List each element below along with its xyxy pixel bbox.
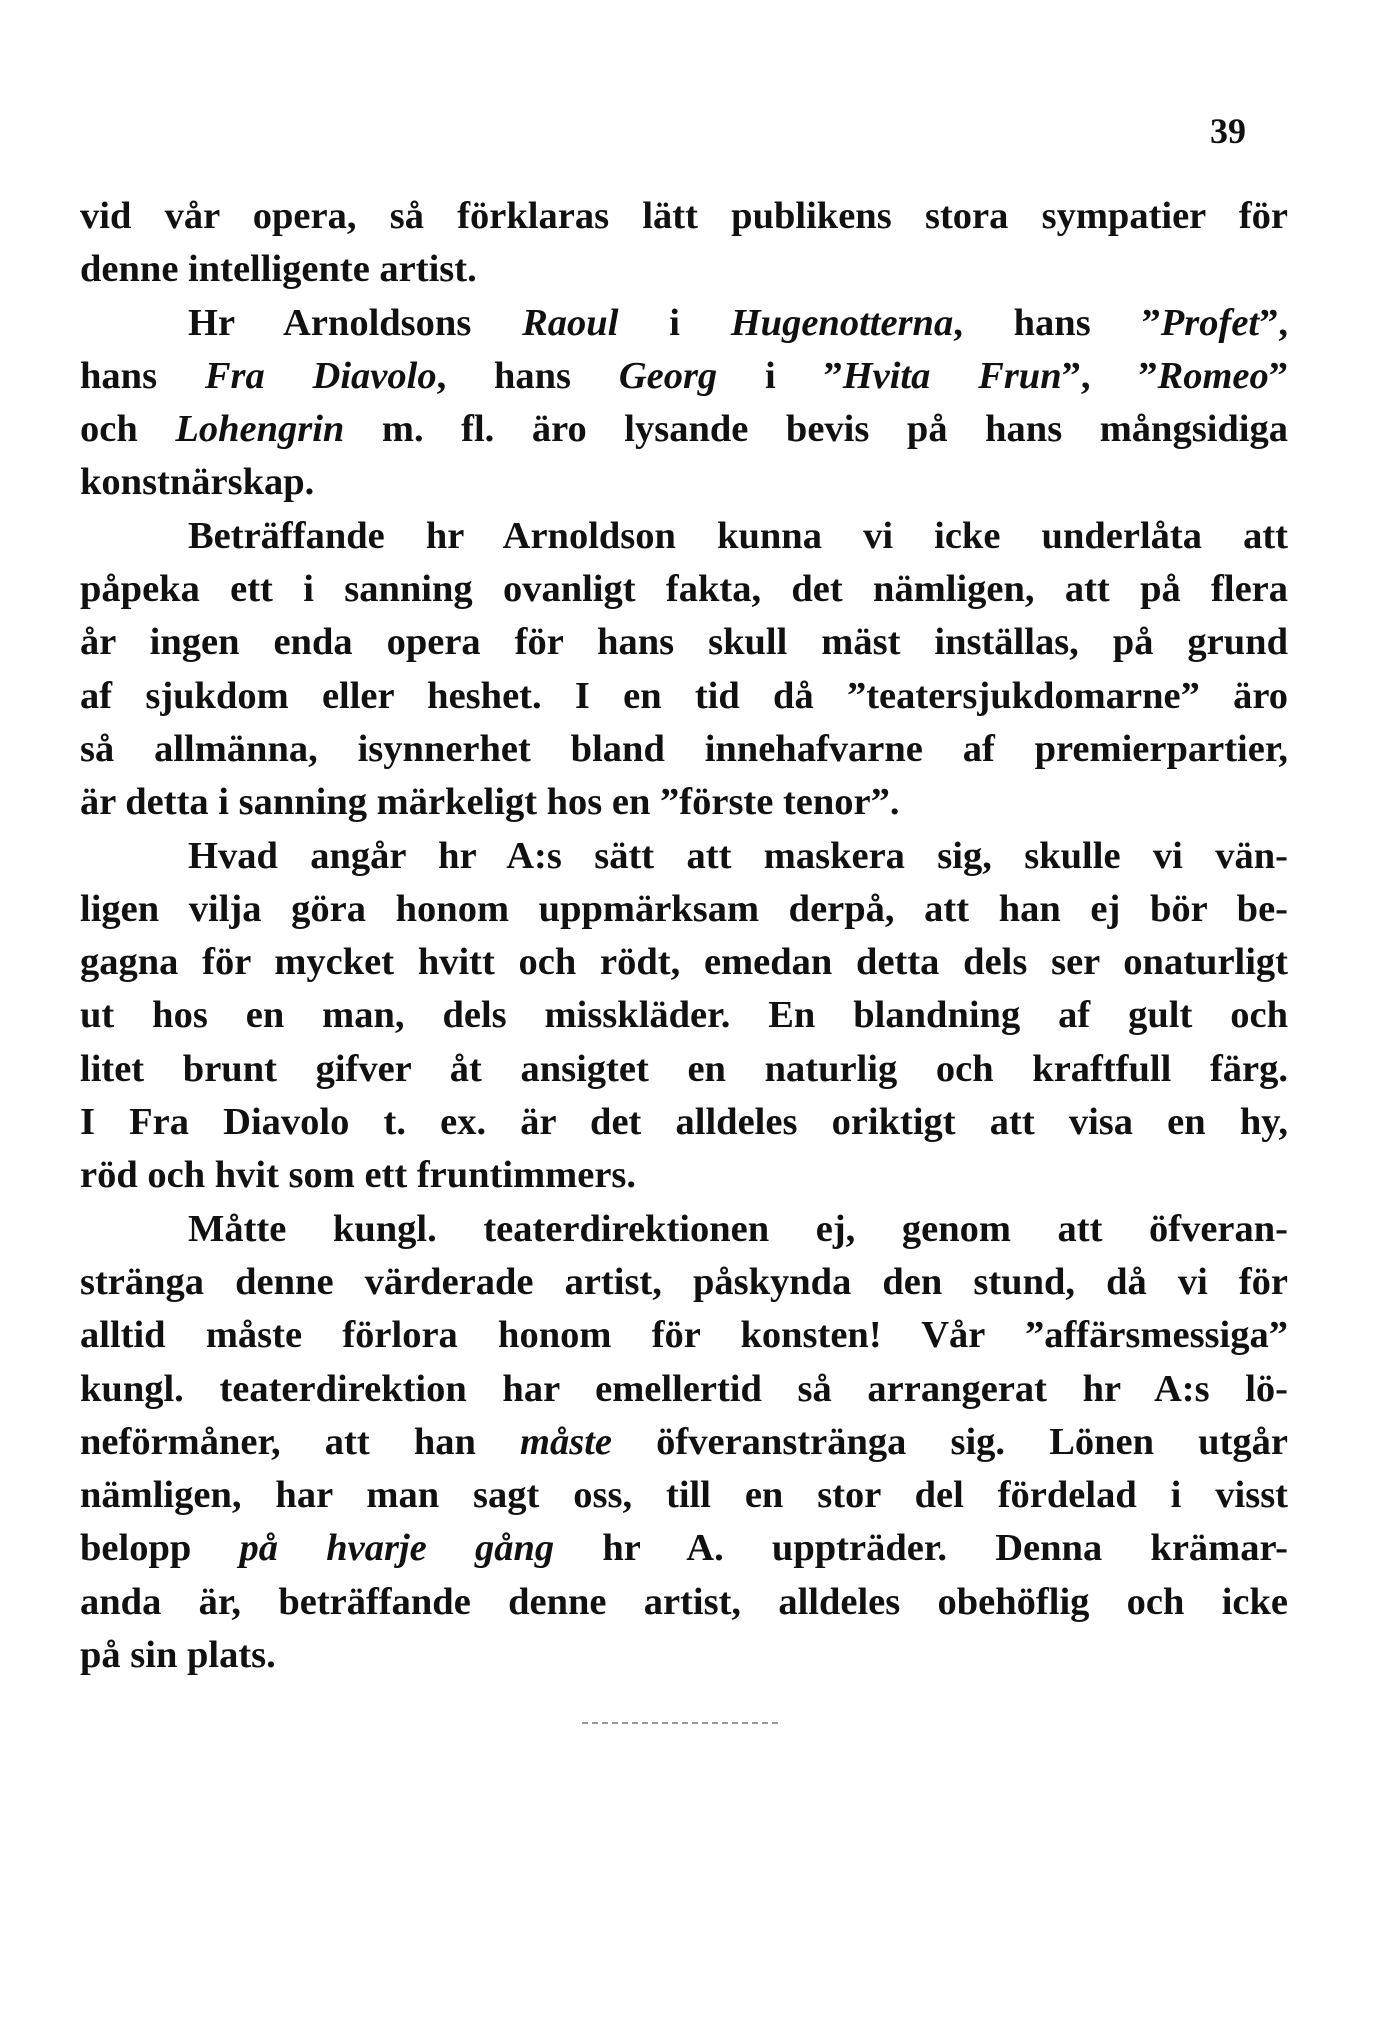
text-line	[80, 1149, 1288, 1202]
text-line	[80, 1096, 1288, 1149]
text-line	[80, 1363, 1288, 1416]
text-segment: Måtte kungl. teaterdirektionen ej, genom att öfveran-	[188, 1207, 1288, 1250]
text-segment: vid vår opera, så förklaras lätt publikens stora sympatier för	[80, 195, 1288, 237]
text-line	[80, 830, 1288, 883]
text-line	[80, 670, 1288, 723]
text-segment: m. fl. äro lysande bevis på hans mångsidiga	[344, 408, 1288, 451]
text-line	[80, 1203, 1288, 1256]
italic-text: Hvita Frun	[842, 354, 1062, 397]
text-segment: konstnärskap.	[80, 461, 315, 504]
text-line	[80, 456, 1288, 509]
text-segment: ligen vilja göra honom uppmärksam derpå, att han ej bör be-	[80, 887, 1288, 930]
text-segment: röd och hvit som ett fruntimmers.	[80, 1154, 637, 1197]
text-segment: år ingen enda opera för hans skull mäst inställas, på grund	[80, 621, 1288, 664]
italic-text: på hvarje gång	[239, 1527, 555, 1570]
text-line	[80, 616, 1288, 669]
text-segment: hr A. uppträder. Denna krämar-	[554, 1527, 1288, 1570]
italic-text: Hugenotterna	[730, 301, 954, 344]
text-line	[80, 1469, 1288, 1522]
text-segment: Hvad angår hr A:s sätt att maskera sig, skulle vi vän-	[188, 834, 1288, 877]
text-segment: öfveranstränga sig. Lönen utgår	[612, 1420, 1288, 1463]
page-number: 39	[1210, 111, 1246, 151]
text-segment: I Fra Diavolo t. ex. är det alldeles oriktigt att visa en hy,	[80, 1101, 1288, 1144]
text-segment: på sin plats.	[80, 1634, 276, 1677]
italic-text: Fra Diavolo	[204, 354, 437, 397]
italic-text: måste	[520, 1420, 613, 1463]
text-segment: ut hos en man, dels misskläder. En blandning af gult och	[80, 994, 1288, 1037]
text-line	[80, 723, 1288, 776]
text-segment: hans	[80, 354, 205, 397]
text-segment: och	[80, 408, 176, 451]
text-line	[80, 883, 1288, 936]
text-line	[80, 1043, 1288, 1096]
text-segment: Beträffande hr Arnoldson kunna vi icke underlåta att	[188, 514, 1288, 557]
text-segment: anda är, beträffande denne artist, alldeles obehöflig och icke	[80, 1580, 1288, 1623]
text-segment: af sjukdom eller heshet. I en tid då ”teatersjukdomarne” äro	[80, 674, 1288, 717]
text-line	[80, 1629, 1288, 1682]
text-segment: alltid måste förlora honom för konsten! Vår ”affärsmessiga”	[80, 1314, 1288, 1357]
text-segment: i	[618, 301, 731, 344]
italic-text: Profet	[1160, 301, 1260, 344]
italic-text: Romeo	[1157, 354, 1269, 397]
text-segment: ”, ”	[1061, 354, 1158, 397]
text-segment: påpeka ett i sanning ovanligt fakta, det nämligen, att på flera	[80, 568, 1288, 611]
text-segment: denne intelligente artist.	[80, 248, 477, 291]
text-segment: belopp	[80, 1527, 240, 1570]
text-segment: gagna för mycket hvitt och rödt, emedan detta dels ser onaturligt	[80, 941, 1288, 984]
italic-text: Georg	[618, 354, 718, 397]
text-segment: , hans	[436, 354, 619, 397]
text-line	[80, 1256, 1288, 1309]
text-segment: litet brunt gifver åt ansigtet en naturlig och kraftfull färg.	[80, 1047, 1288, 1090]
text-segment: , hans ”	[953, 301, 1161, 344]
text-line	[80, 190, 1288, 243]
text-segment: kungl. teaterdirektion har emellertid så arrangerat hr A:s lö-	[80, 1367, 1288, 1410]
text-segment: i ”	[717, 354, 843, 397]
text-segment: neförmåner, att han	[80, 1420, 521, 1463]
italic-text: Lohengrin	[175, 408, 345, 451]
text-line	[80, 563, 1288, 616]
text-line	[80, 1576, 1288, 1629]
body-text	[80, 190, 1288, 1682]
text-line	[80, 1309, 1288, 1362]
text-line	[80, 776, 1288, 829]
text-segment: nämligen, har man sagt oss, till en stor del fördelad i visst	[80, 1474, 1288, 1517]
text-line	[80, 510, 1288, 563]
text-segment: stränga denne värderade artist, påskynda den stund, då vi för	[80, 1260, 1288, 1303]
text-segment: ”,	[1259, 301, 1288, 344]
text-segment: Hr Arnoldsons	[188, 301, 523, 344]
text-segment: så allmänna, isynnerhet bland innehafvarne af premierpartier,	[80, 727, 1288, 770]
text-line	[80, 1416, 1288, 1469]
italic-text: Raoul	[522, 301, 619, 344]
text-line	[80, 297, 1288, 350]
text-line	[80, 243, 1288, 296]
text-segment: är detta i sanning märkeligt hos en ”förste tenor”.	[80, 781, 900, 824]
text-line	[80, 989, 1288, 1042]
text-segment: ”	[1268, 354, 1289, 397]
text-line	[80, 936, 1288, 989]
end-rule	[582, 1722, 778, 1724]
text-line	[80, 403, 1288, 456]
text-line	[80, 350, 1288, 403]
text-line	[80, 1522, 1288, 1575]
